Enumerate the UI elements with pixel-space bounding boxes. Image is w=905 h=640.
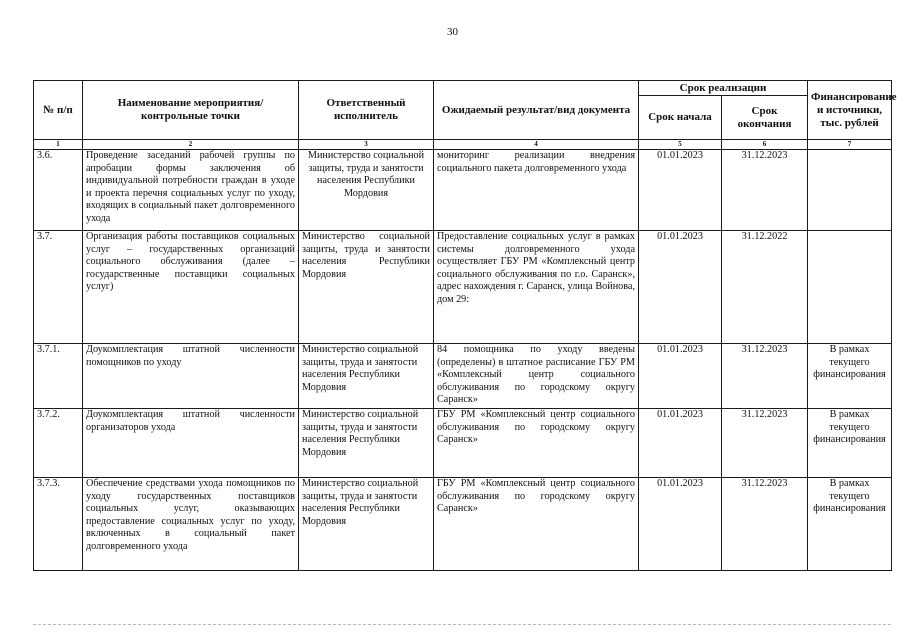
header-end: Срок окончания (722, 96, 808, 140)
expected-result: ГБУ РМ «Комплексный центр социального обслуживания по городскому округу Саранск» (434, 409, 639, 478)
measure-name: Проведение заседаний рабочей группы по апробации формы заключения об индивидуальной потребности граждан в уходе и проекта перечня социальных услуг по уходу, входящих в социальный пакет долговременного ухода (83, 150, 299, 231)
executor: Министерство социальной защиты, труда и занятости населения Республики Мордовия (299, 150, 434, 231)
table-row (34, 409, 892, 478)
row-number: 3.7.3. (34, 478, 83, 571)
row-number: 3.7. (34, 231, 83, 344)
expected-result: Предоставление социальных услуг в рамках системы долговременного ухода осуществляет ГБУ РМ «Комплексный центр социального обслуживания по г.о. Саранск», адрес нахождения г. Саранск, улица Войнова, дом 29: (434, 231, 639, 344)
end-date: 31.12.2023 (722, 344, 808, 409)
column-number: 7 (808, 140, 892, 150)
header-num: № п/п (34, 81, 83, 140)
measure-name: Доукомплектация штатной численности помощников по уходу (83, 344, 299, 409)
scan-edge-divider (33, 624, 891, 625)
column-number: 5 (639, 140, 722, 150)
column-number: 3 (299, 140, 434, 150)
header-finance: Финансирование и источники, тыс. рублей (808, 81, 892, 140)
column-number: 4 (434, 140, 639, 150)
table-row (34, 231, 892, 344)
header-result: Ожидаемый результат/вид документа (434, 81, 639, 140)
row-number: 3.7.1. (34, 344, 83, 409)
financing (808, 150, 892, 231)
column-number: 6 (722, 140, 808, 150)
header-start: Срок начала (639, 96, 722, 140)
measure-name: Доукомплектация штатной численности организаторов ухода (83, 409, 299, 478)
column-number: 2 (83, 140, 299, 150)
start-date: 01.01.2023 (639, 231, 722, 344)
start-date: 01.01.2023 (639, 409, 722, 478)
table-row (34, 344, 892, 409)
expected-result: мониторинг реализации внедрения социального пакета долговременного ухода (434, 150, 639, 231)
measure-name: Организация работы поставщиков социальных услуг – государственных организаций социального обслуживания (далее – государственные поставщики социальных услуг) (83, 231, 299, 344)
table-row (34, 150, 892, 231)
expected-result: ГБУ РМ «Комплексный центр социального обслуживания по городскому округу Саранск» (434, 478, 639, 571)
header-executor: Ответственный исполнитель (299, 81, 434, 140)
column-number: 1 (34, 140, 83, 150)
executor: Министерство социальной защиты, труда и занятости населения Республики Мордовия (299, 344, 434, 409)
table-row (34, 478, 892, 571)
measures-table (33, 80, 897, 571)
financing: В рамках текущего финансирования (808, 344, 892, 409)
executor: Министерство социальной защиты, труда и занятости населения Республики Мордовия (299, 409, 434, 478)
end-date: 31.12.2022 (722, 231, 808, 344)
row-number: 3.6. (34, 150, 83, 231)
start-date: 01.01.2023 (639, 344, 722, 409)
executor: Министерство социальной защиты, труда и занятости населения Республики Мордовия (299, 231, 434, 344)
end-date: 31.12.2023 (722, 478, 808, 571)
header-name: Наименование мероприятия/ контрольные точки (83, 81, 299, 140)
start-date: 01.01.2023 (639, 478, 722, 571)
end-date: 31.12.2023 (722, 150, 808, 231)
financing: В рамках текущего финансирования (808, 478, 892, 571)
financing (808, 231, 892, 344)
start-date: 01.01.2023 (639, 150, 722, 231)
expected-result: 84 помощника по уходу введены (определены) в штатное расписание ГБУ РМ «Комплексный центр социального обслуживания по городскому округу Саранск» (434, 344, 639, 409)
financing: В рамках текущего финансирования (808, 409, 892, 478)
measure-name: Обеспечение средствами ухода помощников по уходу государственных поставщиков социальных услуг, оказывающих предоставление социальных услуг по уходу, включенных в социальный пакет долговременного ухода (83, 478, 299, 571)
executor: Министерство социальной защиты, труда и занятости населения Республики Мордовия (299, 478, 434, 571)
header-period: Срок реализации (639, 81, 808, 96)
column-number-row (34, 140, 892, 150)
page-number: 30 (447, 26, 458, 38)
row-number: 3.7.2. (34, 409, 83, 478)
end-date: 31.12.2023 (722, 409, 808, 478)
header-row (34, 81, 892, 96)
